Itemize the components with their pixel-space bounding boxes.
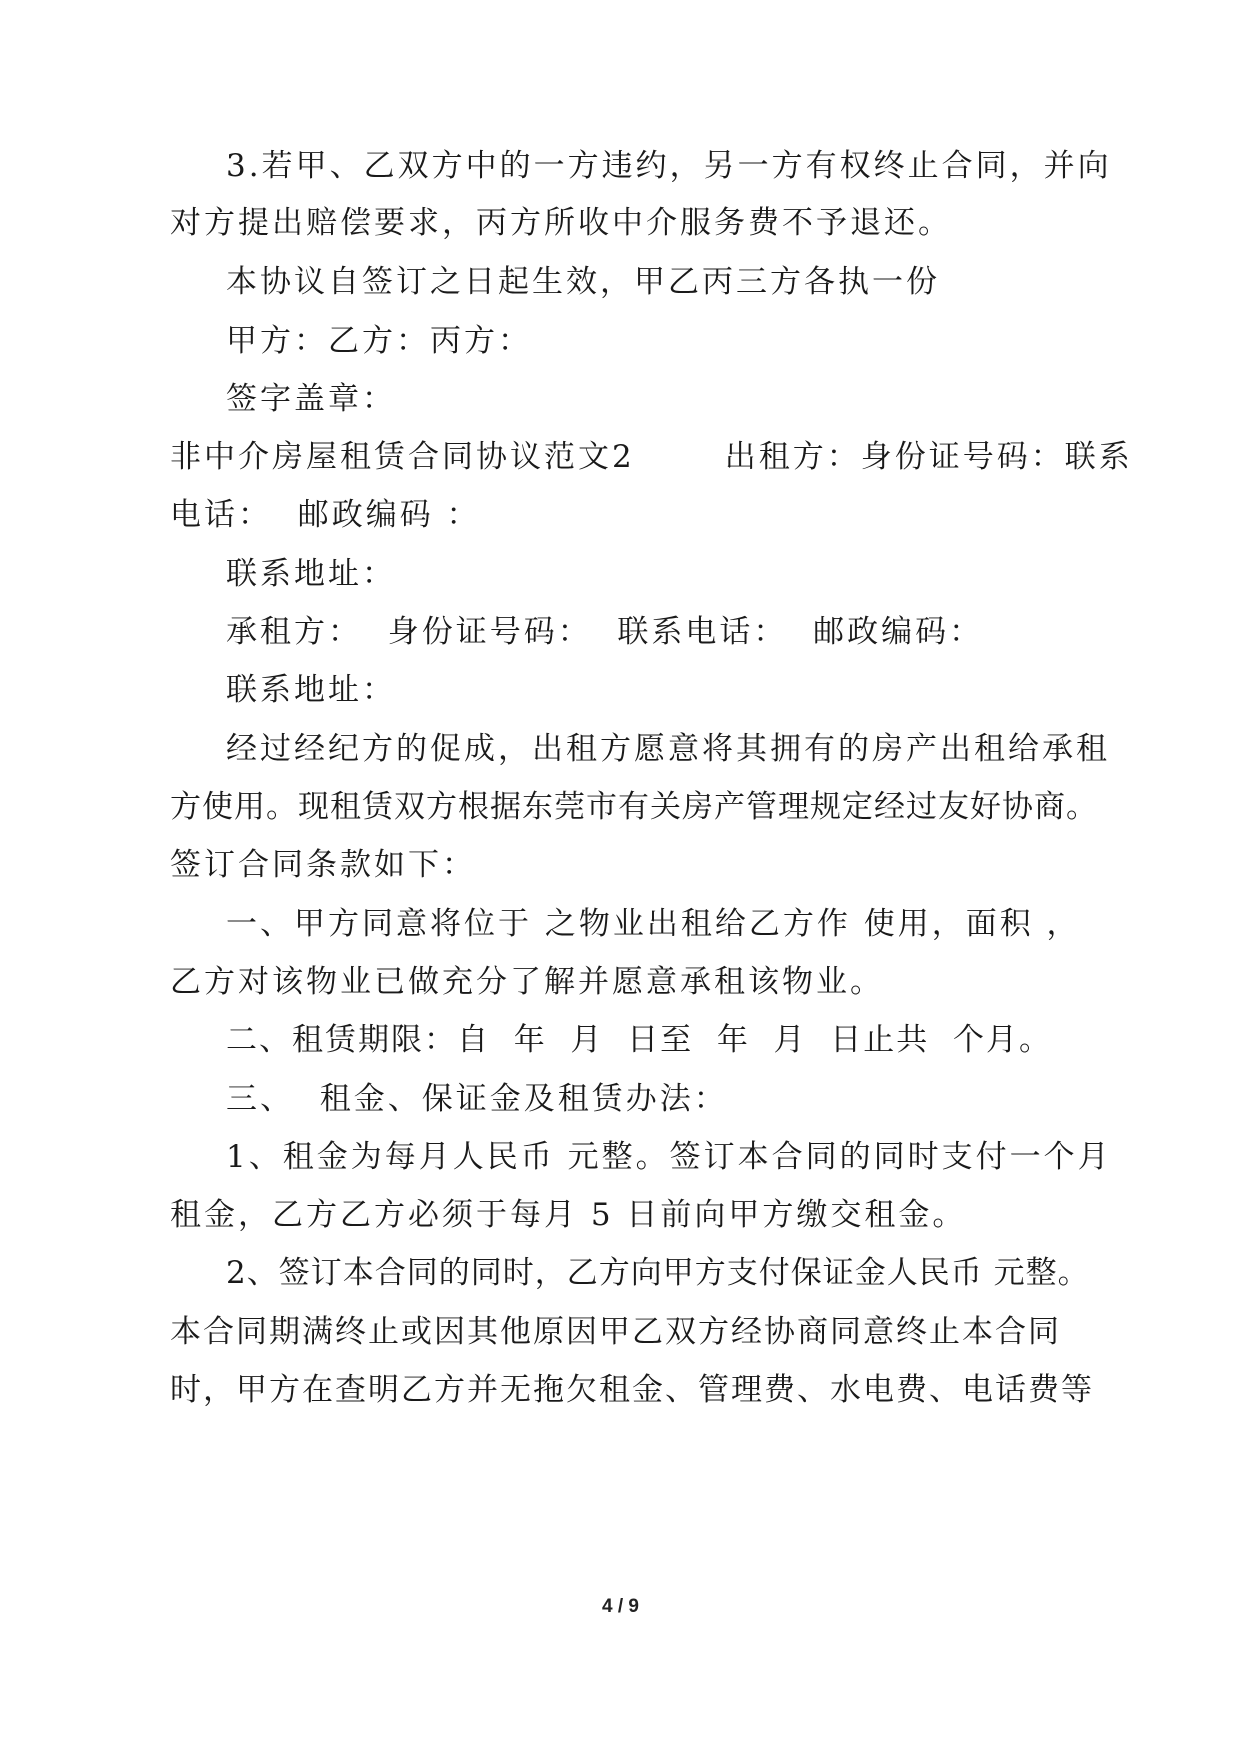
text-line: 对方提出赔偿要求，丙方所收中介服务费不予退还。 — [170, 205, 952, 241]
text-line: 联系地址： — [226, 672, 396, 708]
text-line: 非中介房屋租赁合同协议范文2 出租方：身份证号码：联系 — [170, 439, 1133, 475]
text-line: 承租方： 身份证号码： 联系电话： 邮政编码： — [226, 614, 984, 650]
text-line: 3.若甲、乙双方中的一方违约，另一方有权终止合同，并向 — [226, 148, 1112, 184]
text-line: 联系地址： — [226, 556, 396, 592]
text-line: 二、租赁期限：自 年 月 日至 年 月 日止共 个月。 — [226, 1022, 1052, 1058]
text-line: 经过经纪方的促成，出租方愿意将其拥有的房产出租给承租 — [226, 731, 1110, 767]
page-number: 4 / 9 — [602, 1596, 639, 1617]
text-line: 签字盖章： — [226, 381, 396, 417]
text-line: 本协议自签订之日起生效，甲乙丙三方各执一份 — [226, 264, 940, 300]
text-line: 甲方：乙方：丙方： — [226, 323, 532, 359]
text-line: 租金，乙方乙方必须于每月 5 日前向甲方缴交租金。 — [170, 1197, 967, 1233]
text-line: 2、签订本合同的同时，乙方向甲方支付保证金人民币 元整。 — [226, 1255, 1090, 1291]
text-line: 三、 租金、保证金及租赁办法： — [226, 1081, 728, 1117]
text-line: 本合同期满终止或因其他原因甲乙双方经协商同意终止本合同 — [170, 1314, 1061, 1350]
text-line: 时，甲方在查明乙方并无拖欠租金、管理费、水电费、电话费等 — [170, 1372, 1094, 1408]
text-line: 1、租金为每月人民币 元整。签订本合同的同时支付一个月 — [226, 1139, 1112, 1175]
text-line: 电话： 邮政编码 ： — [170, 497, 481, 533]
text-line: 方使用。现租赁双方根据东莞市有关房产管理规定经过友好协商。 — [170, 789, 1098, 825]
text-line: 签订合同条款如下： — [170, 847, 476, 883]
text-line: 一、甲方同意将位于 之物业出租给乙方作 使用，面积 ， — [226, 906, 1081, 942]
text-line: 乙方对该物业已做充分了解并愿意承租该物业。 — [170, 964, 884, 1000]
